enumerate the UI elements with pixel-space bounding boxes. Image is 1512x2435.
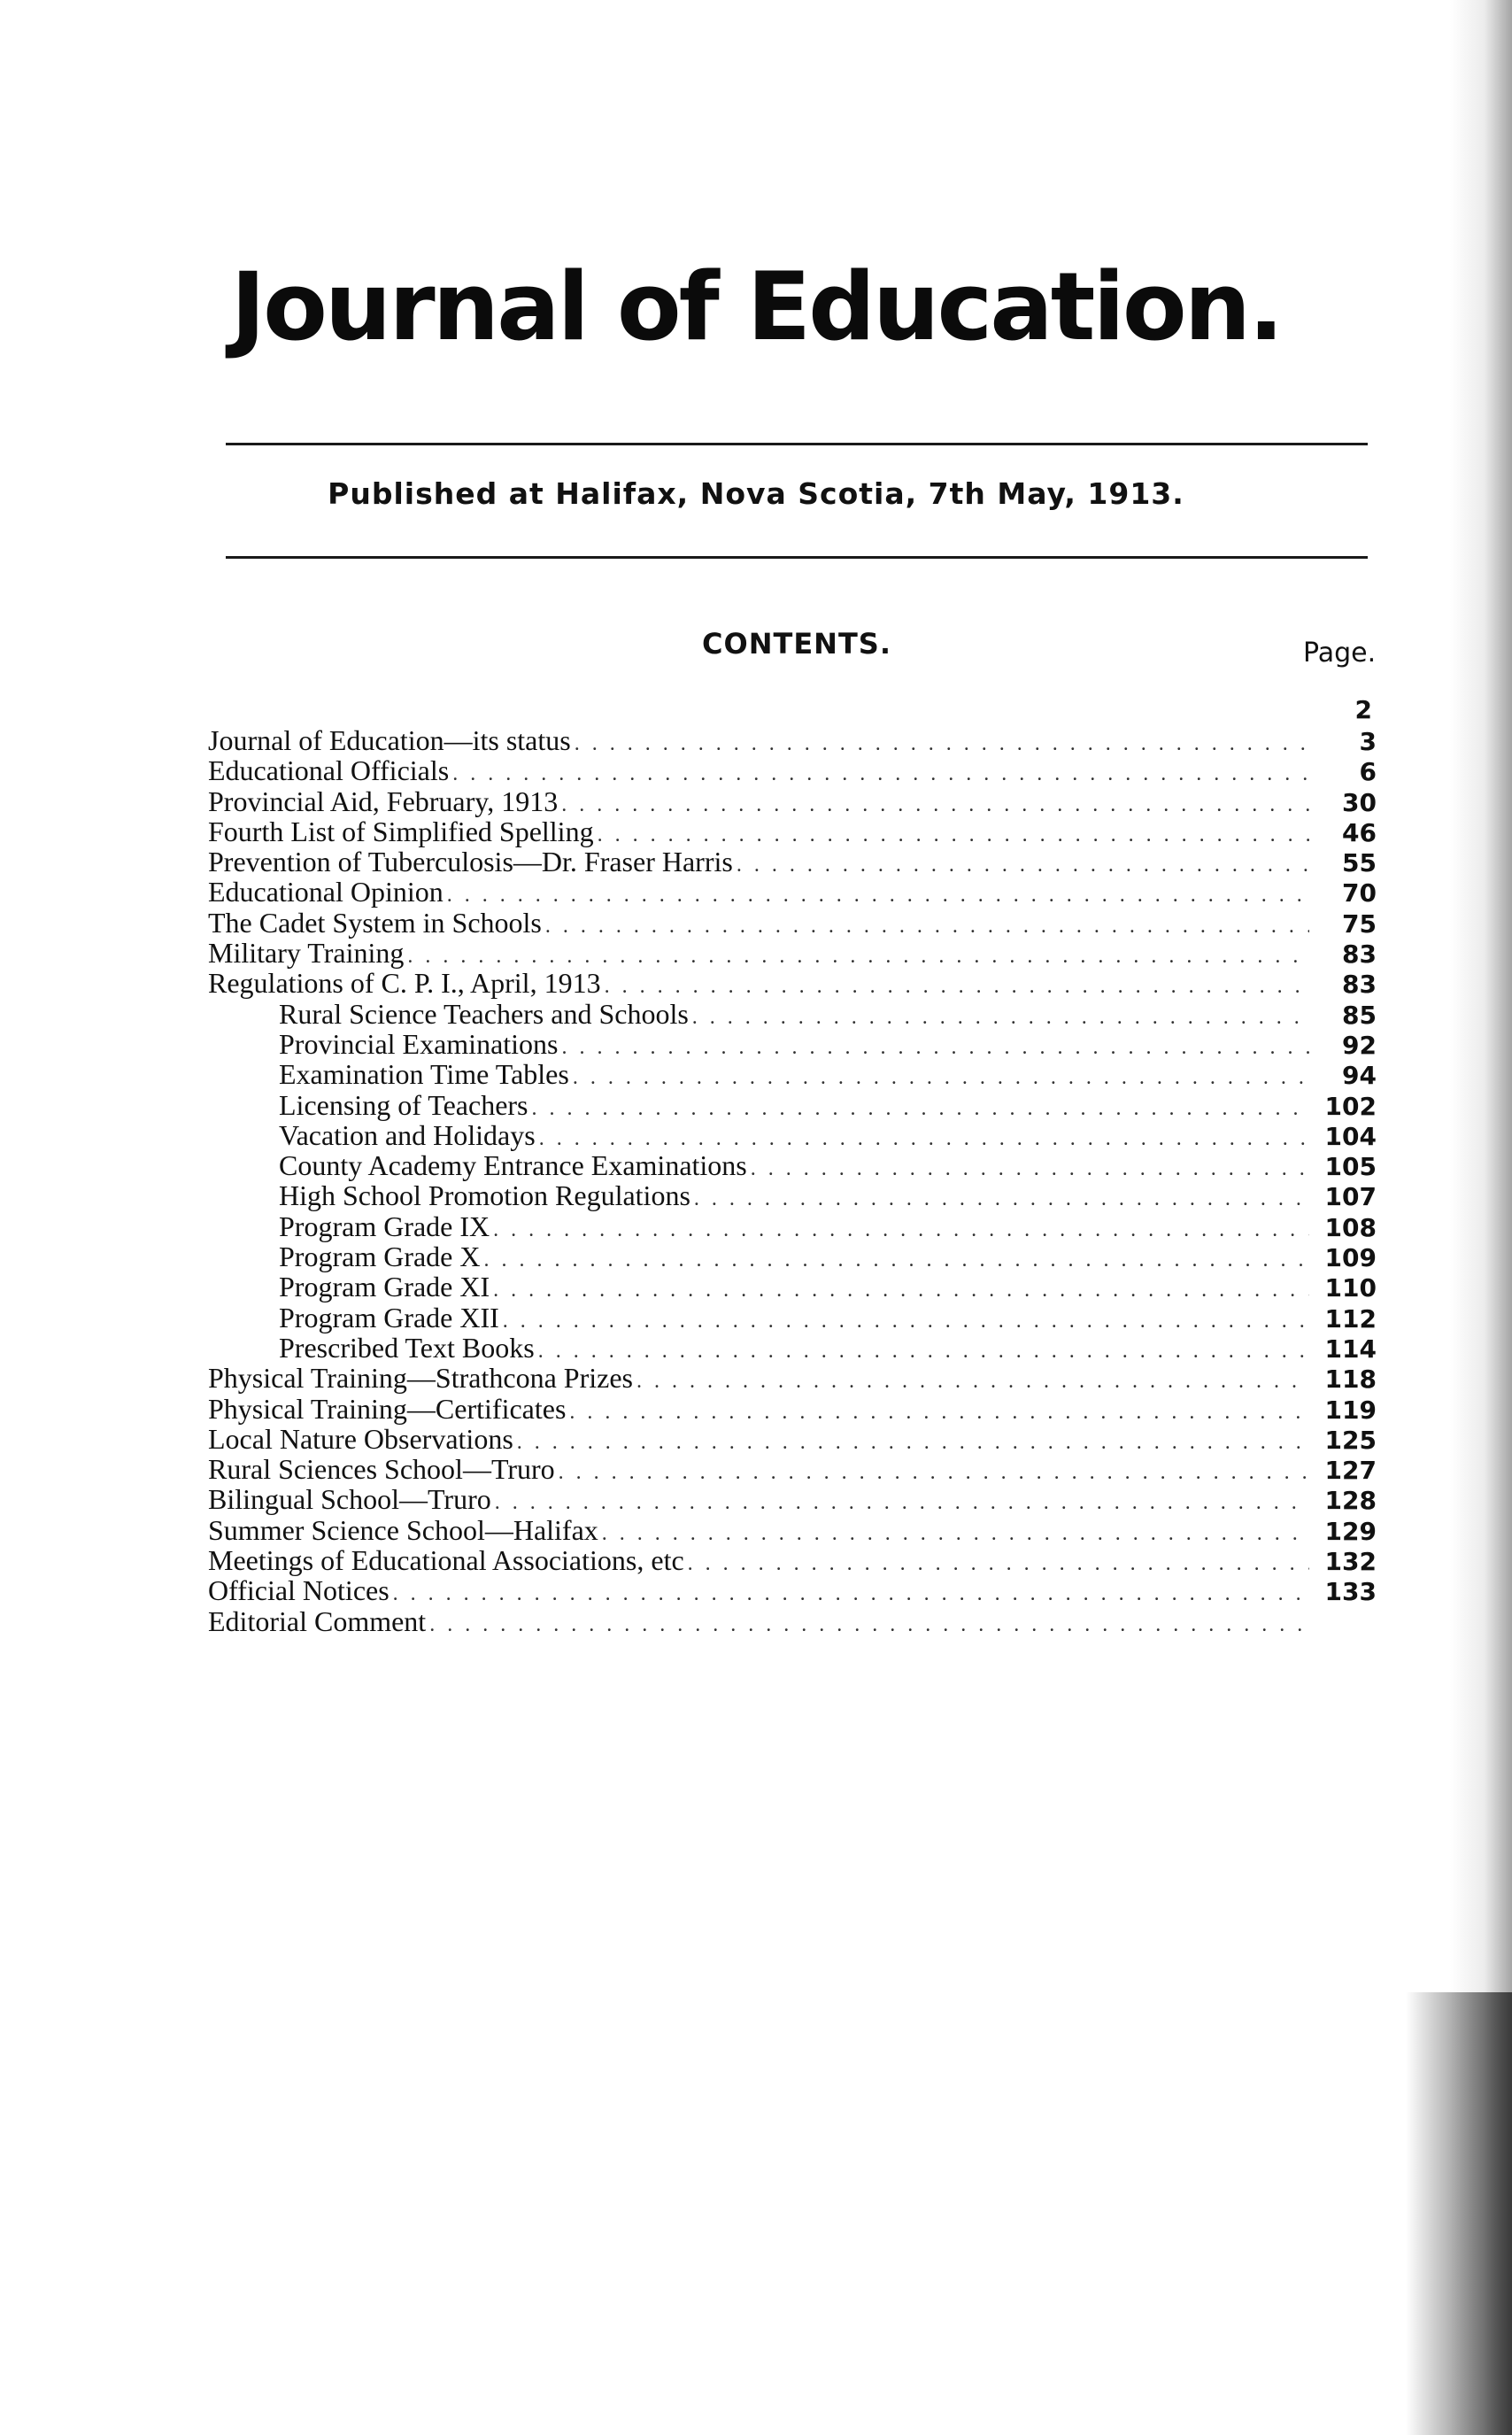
title-rule xyxy=(226,443,1368,445)
toc-entry-page: 118 xyxy=(1324,1364,1377,1395)
toc-entry-page: 83 xyxy=(1342,939,1377,970)
toc-entry xyxy=(208,1394,1377,1424)
toc-entry xyxy=(208,1484,1377,1514)
toc-subentry xyxy=(208,999,1377,1029)
toc-entry-label: Bilingual School—Truro xyxy=(208,1483,491,1516)
dot-leader xyxy=(751,1154,1309,1184)
dot-leader xyxy=(538,1336,1309,1366)
toc-entry-page: 30 xyxy=(1342,787,1377,817)
toc-entry-label: Examination Time Tables xyxy=(279,1058,569,1091)
toc-entry-label: High School Promotion Regulations xyxy=(279,1179,690,1212)
toc-subentry xyxy=(208,1333,1377,1363)
toc-entry-page: 110 xyxy=(1324,1273,1377,1303)
toc-entry-page: 132 xyxy=(1324,1547,1377,1577)
toc-entry-label: Editorial Comment xyxy=(208,1604,427,1637)
toc-entry-page: 114 xyxy=(1324,1333,1377,1364)
toc-subentry xyxy=(208,1303,1377,1333)
toc-entry-label: The Cadet System in Schools xyxy=(208,906,542,939)
dot-leader xyxy=(605,971,1309,1001)
toc-entry xyxy=(208,968,1377,998)
toc-entry xyxy=(208,1606,1377,1636)
toc-entry-label: Local Nature Observations xyxy=(208,1422,513,1455)
dot-leader xyxy=(692,1002,1309,1032)
toc-subentry xyxy=(208,1090,1377,1120)
published-rule xyxy=(226,556,1368,559)
toc-entry-page: 105 xyxy=(1324,1152,1377,1182)
toc-entry-label: Program Grade XII xyxy=(279,1301,499,1333)
toc-entry-page: 102 xyxy=(1324,1091,1377,1121)
toc-subentry xyxy=(208,1211,1377,1241)
toc-entry-label: Journal of Education—its status xyxy=(208,724,571,756)
toc-entry-page: 83 xyxy=(1342,970,1377,1000)
dot-leader xyxy=(602,1519,1309,1549)
toc-entry-label: Prescribed Text Books xyxy=(279,1331,535,1364)
toc-subentry xyxy=(208,1180,1377,1210)
toc-entry-label: Regulations of C. P. I., April, 1913 xyxy=(208,967,601,1000)
toc-entry-page: 133 xyxy=(1324,1577,1377,1607)
toc-entry-label: Prevention of Tuberculosis—Dr. Fraser Harris xyxy=(208,846,733,878)
dot-leader xyxy=(429,1610,1309,1640)
table-of-contents xyxy=(208,695,1377,1636)
toc-subentry xyxy=(208,1241,1377,1272)
toc-entry-label: Rural Science Teachers and Schools xyxy=(279,997,689,1030)
page-column-heading: Page. xyxy=(1303,638,1377,669)
toc-entry-label: Official Notices xyxy=(208,1574,390,1607)
toc-entry xyxy=(208,1363,1377,1393)
dot-leader xyxy=(569,1397,1309,1427)
dot-leader xyxy=(503,1306,1309,1336)
page-corner-shadow xyxy=(1406,1992,1512,2435)
first-page-number: 2 xyxy=(1354,695,1372,724)
dot-leader xyxy=(493,1275,1309,1305)
dot-leader xyxy=(517,1427,1309,1457)
toc-entry xyxy=(208,846,1377,877)
toc-entry xyxy=(208,816,1377,846)
toc-entry-label: Physical Training—Certificates xyxy=(208,1392,567,1425)
toc-entry-label: Rural Sciences School—Truro xyxy=(208,1453,555,1486)
toc-entry-page: 6 xyxy=(1359,757,1377,787)
toc-entry-label: Program Grade XI xyxy=(279,1271,490,1303)
toc-entry xyxy=(208,786,1377,816)
dot-leader xyxy=(495,1488,1309,1518)
toc-entry-label: Military Training xyxy=(208,937,405,970)
toc-entry xyxy=(208,1454,1377,1484)
dot-leader xyxy=(688,1549,1309,1579)
toc-entry-page: 70 xyxy=(1342,878,1377,908)
toc-subentry xyxy=(208,1272,1377,1302)
contents-heading: CONTENTS. xyxy=(702,627,891,661)
toc-entry-page: 3 xyxy=(1359,727,1377,756)
toc-entry-page: 107 xyxy=(1324,1182,1377,1212)
toc-entry-page: 55 xyxy=(1342,848,1377,878)
dot-leader xyxy=(452,759,1309,789)
toc-subentry xyxy=(208,1150,1377,1180)
toc-entry-label: Meetings of Educational Associations, etc xyxy=(208,1544,684,1577)
toc-entry xyxy=(208,877,1377,907)
toc-entry xyxy=(208,1575,1377,1605)
toc-entry-label: Educational Officials xyxy=(208,754,450,787)
toc-entry-label: Vacation and Holidays xyxy=(279,1118,536,1151)
toc-subentry xyxy=(208,1120,1377,1150)
dot-leader xyxy=(532,1094,1310,1124)
dot-leader xyxy=(562,1032,1310,1063)
dot-leader xyxy=(636,1366,1309,1396)
toc-entry xyxy=(208,908,1377,938)
toc-entry-page: 75 xyxy=(1342,908,1377,939)
toc-entry-page: 127 xyxy=(1324,1456,1377,1486)
toc-entry-label: Licensing of Teachers xyxy=(279,1088,528,1121)
dot-leader xyxy=(447,880,1309,910)
toc-entry-label: Provincial Examinations xyxy=(279,1027,559,1060)
dot-leader xyxy=(393,1579,1309,1609)
dot-leader xyxy=(545,911,1309,941)
toc-entry-label: Summer Science School—Halifax xyxy=(208,1513,598,1546)
toc-entry-page: 94 xyxy=(1342,1061,1377,1091)
toc-subentry xyxy=(208,1029,1377,1059)
toc-subentry xyxy=(208,1059,1377,1089)
toc-entry xyxy=(208,1515,1377,1545)
toc-entry-page: 108 xyxy=(1324,1212,1377,1242)
journal-title: Journal of Education. xyxy=(230,252,1282,361)
toc-entry xyxy=(208,1545,1377,1575)
dot-leader xyxy=(573,1063,1309,1093)
dot-leader xyxy=(737,850,1309,880)
toc-entry xyxy=(208,938,1377,968)
toc-entry-page: 46 xyxy=(1342,817,1377,847)
dot-leader xyxy=(483,1245,1309,1275)
toc-entry-page: 129 xyxy=(1324,1516,1377,1546)
toc-entry-page: 112 xyxy=(1324,1303,1377,1333)
toc-entry-label: Program Grade X xyxy=(279,1241,481,1273)
dot-leader xyxy=(559,1457,1309,1488)
toc-entry-page: 128 xyxy=(1324,1486,1377,1516)
dot-leader xyxy=(561,790,1309,820)
toc-entry-page: 92 xyxy=(1342,1030,1377,1060)
toc-entry-label: Provincial Aid, February, 1913 xyxy=(208,785,559,817)
toc-entry xyxy=(208,755,1377,785)
published-line: Published at Halifax, Nova Scotia, 7th May, 1913. xyxy=(328,476,1184,511)
toc-entry-label: Program Grade IX xyxy=(279,1210,490,1242)
toc-entry-label: Fourth List of Simplified Spelling xyxy=(208,815,594,847)
dot-leader xyxy=(575,729,1309,759)
toc-entry-page: 109 xyxy=(1324,1243,1377,1273)
toc-entry xyxy=(208,1424,1377,1454)
toc-entry-page: 104 xyxy=(1324,1121,1377,1151)
toc-entry-page: 119 xyxy=(1324,1395,1377,1425)
toc-entry-label: County Academy Entrance Examinations xyxy=(279,1149,747,1182)
toc-entry-label: Educational Opinion xyxy=(208,876,444,908)
toc-entry-label: Physical Training—Strathcona Prizes xyxy=(208,1362,633,1395)
toc-entry xyxy=(208,725,1377,755)
toc-entry-page: 125 xyxy=(1324,1425,1377,1455)
dot-leader xyxy=(694,1184,1309,1214)
dot-leader xyxy=(493,1215,1309,1245)
toc-entry-page: 85 xyxy=(1342,1000,1377,1030)
